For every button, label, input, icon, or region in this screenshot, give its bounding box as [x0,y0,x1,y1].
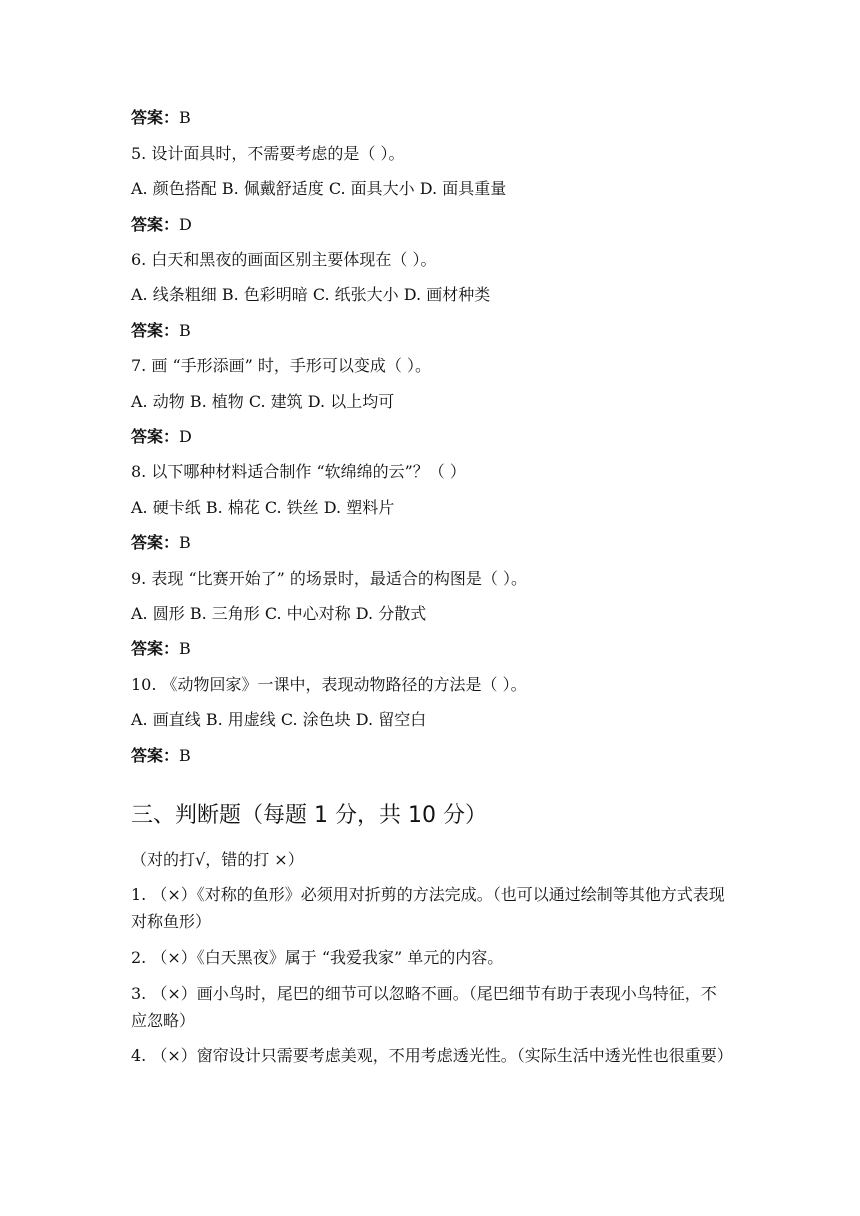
answer-value: B [179,108,191,127]
judgment-item-1: 1. （×）《对称的鱼形》必须用对折剪的方法完成。（也可以通过绘制等其他方式表现对称鱼形） [131,885,725,931]
options-10: A. 画直线 B. 用虚线 C. 涂色块 D. 留空白 [131,710,427,729]
answer-label: 答案： [131,746,180,765]
section-note: （对的打√，错的打 ×） [131,850,304,869]
answer-value: B [179,321,191,340]
question-6: 6. 白天和黑夜的画面区别主要体现在（ ）。 [131,250,437,269]
answer-line [131,108,191,128]
answer-label: 答案： [131,639,180,658]
answer-value: B [179,639,191,658]
answer-label: 答案： [131,215,180,234]
answer-line [131,533,191,553]
answer-value: D [179,427,192,446]
answer-label: 答案： [131,533,180,552]
answer-line [131,746,191,766]
options-6: A. 线条粗细 B. 色彩明暗 C. 纸张大小 D. 画材种类 [131,285,491,304]
answer-label: 答案： [131,108,180,127]
answer-value: B [179,746,191,765]
answer-label: 答案： [131,427,180,446]
options-8: A. 硬卡纸 B. 棉花 C. 铁丝 D. 塑料片 [131,498,395,517]
judgment-item-2: 2. （×）《白天黑夜》属于 “我爱我家” 单元的内容。 [131,948,504,967]
question-8: 8. 以下哪种材料适合制作 “软绵绵的云”？（ ） [131,462,466,481]
question-7: 7. 画 “手形添画” 时，手形可以变成（ ）。 [131,356,431,375]
answer-line [131,427,192,447]
options-7: A. 动物 B. 植物 C. 建筑 D. 以上均可 [131,392,395,411]
answer-label: 答案： [131,321,180,340]
judgment-item-4: 4. （×）窗帘设计只需要考虑美观，不用考虑透光性。（实际生活中透光性也很重要） [131,1046,733,1065]
section-heading: 三、判断题（每题 1 分，共 10 分） [131,803,487,828]
answer-line [131,215,192,235]
answer-line [131,321,191,341]
judgment-item-3: 3. （×）画小鸟时，尾巴的细节可以忽略不画。（尾巴细节有助于表现小鸟特征，不应忽略） [131,984,717,1030]
answer-line [131,639,191,659]
question-10: 10. 《动物回家》一课中，表现动物路径的方法是（ ）。 [131,675,527,694]
options-5: A. 颜色搭配 B. 佩戴舒适度 C. 面具大小 D. 面具重量 [131,179,507,198]
question-9: 9. 表现 “比赛开始了” 的场景时，最适合的构图是（ ）。 [131,569,527,588]
answer-value: B [179,533,191,552]
answer-value: D [179,215,192,234]
options-9: A. 圆形 B. 三角形 C. 中心对称 D. 分散式 [131,604,427,623]
question-5: 5. 设计面具时，不需要考虑的是（ ）。 [131,144,405,163]
